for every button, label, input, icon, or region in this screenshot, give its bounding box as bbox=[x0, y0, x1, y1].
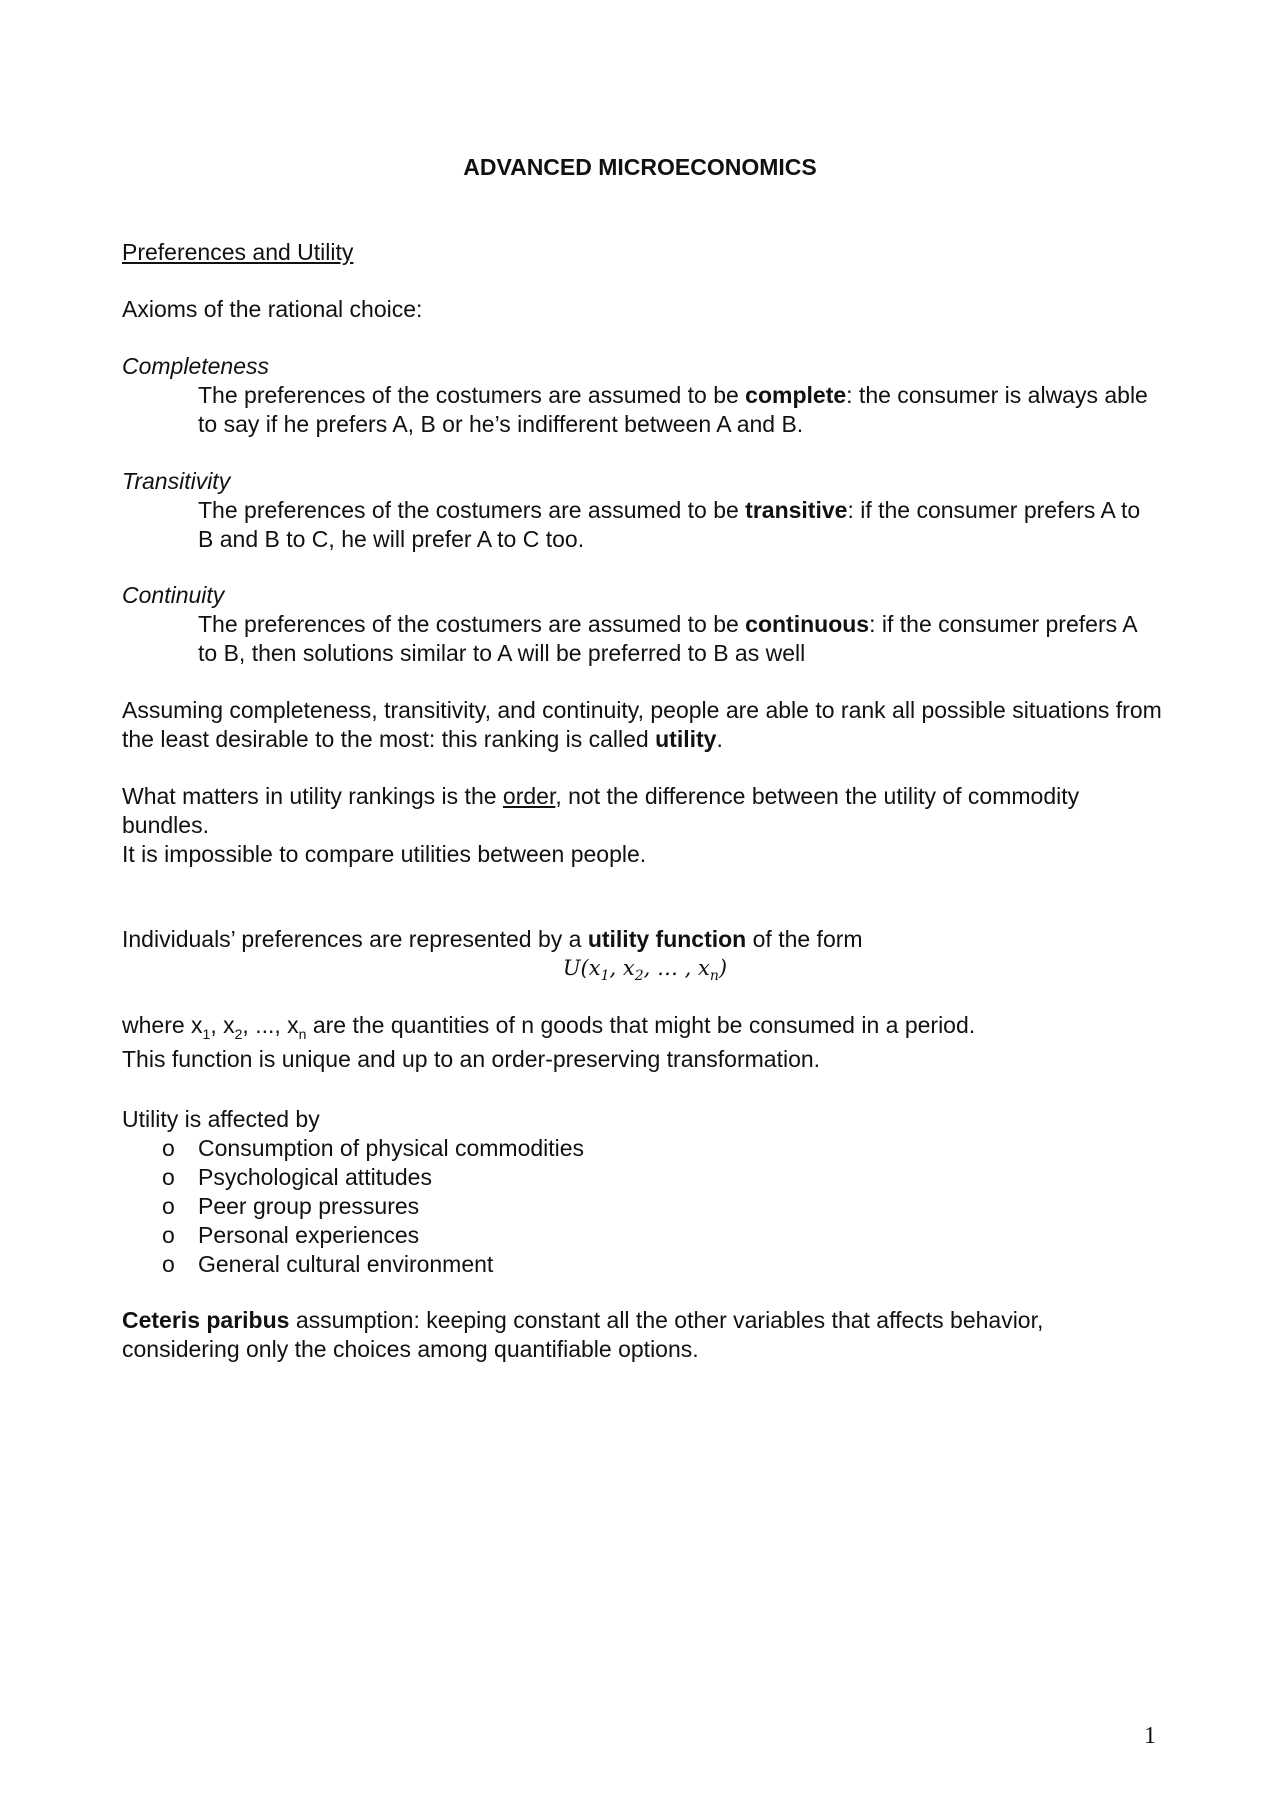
section-heading: Preferences and Utility bbox=[122, 239, 354, 265]
ceteris-keyword: Ceteris paribus bbox=[122, 1307, 290, 1333]
list-item: o Personal experiences bbox=[162, 1222, 420, 1248]
page-number: 1 bbox=[1144, 1723, 1156, 1749]
bullet-marker: o bbox=[162, 1193, 175, 1219]
affected-list bbox=[122, 1134, 584, 1279]
utility-keyword: utility bbox=[655, 726, 717, 752]
axiom-name-continuity: Continuity bbox=[122, 582, 225, 608]
document-title: ADVANCED MICROECONOMICS bbox=[463, 154, 817, 180]
list-item: o Psychological attitudes bbox=[162, 1164, 432, 1190]
axioms-intro: Axioms of the rational choice: bbox=[122, 296, 423, 322]
bullet-marker: o bbox=[162, 1135, 175, 1161]
axiom-text-completeness: The preferences of the costumers are assumed to be complete: the consumer is always able to say if he prefers A, B or he’s indifferent between A and B. bbox=[198, 382, 1148, 437]
list-item: o Consumption of physical commodities bbox=[162, 1135, 585, 1161]
ranking-paragraph: Assuming completeness, transitivity, and continuity, people are able to rank all possible situations from the least desirable to the most: this ranking is called utility. bbox=[122, 697, 1162, 752]
unique-line: This function is unique and up to an order-preserving transformation. bbox=[122, 1046, 821, 1072]
utility-formula: $U(x_1$, $x_2$, … , $x_n$) bbox=[562, 956, 728, 985]
affected-intro: Utility is affected by bbox=[122, 1106, 320, 1132]
bullet-marker: o bbox=[162, 1164, 175, 1190]
axiom-name-completeness: Completeness bbox=[122, 353, 270, 379]
bullet-marker: o bbox=[162, 1222, 175, 1248]
utility-function-keyword: utility function bbox=[587, 926, 747, 952]
utility-function-paragraph: Individuals’ preferences are represented by a utility function of the form bbox=[122, 926, 863, 952]
axiom-keyword: continuous bbox=[745, 611, 870, 637]
order-underlined: order bbox=[502, 783, 556, 809]
axiom-keyword: complete bbox=[745, 382, 847, 408]
compare-line: It is impossible to compare utilities between people. bbox=[122, 841, 647, 867]
axiom-text-continuity: The preferences of the costumers are assumed to be continuous: if the consumer prefers A to B, then solutions similar to A will be preferred to B as well bbox=[198, 611, 1137, 666]
where-line: where $x_1$, $x_2$, ..., $x_n$ are the quantities of n goods that might be consumed in a period. bbox=[122, 1012, 976, 1042]
list-item: o Peer group pressures bbox=[162, 1193, 420, 1219]
order-paragraph: What matters in utility rankings is the order, not the difference between the utility of commodity bundles. bbox=[122, 783, 1080, 838]
ceteris-paragraph: Ceteris paribus assumption: keeping constant all the other variables that affects behavior, considering only the choices among quantifiable options. bbox=[122, 1307, 1044, 1362]
axiom-name-transitivity: Transitivity bbox=[122, 468, 231, 494]
axiom-text-transitivity: The preferences of the costumers are assumed to be transitive: if the consumer prefers A to B and B to C, he will prefer A to C too. bbox=[198, 497, 1141, 552]
list-item: o General cultural environment bbox=[162, 1251, 494, 1277]
axiom-keyword: transitive bbox=[745, 497, 848, 523]
bullet-marker: o bbox=[162, 1251, 175, 1277]
